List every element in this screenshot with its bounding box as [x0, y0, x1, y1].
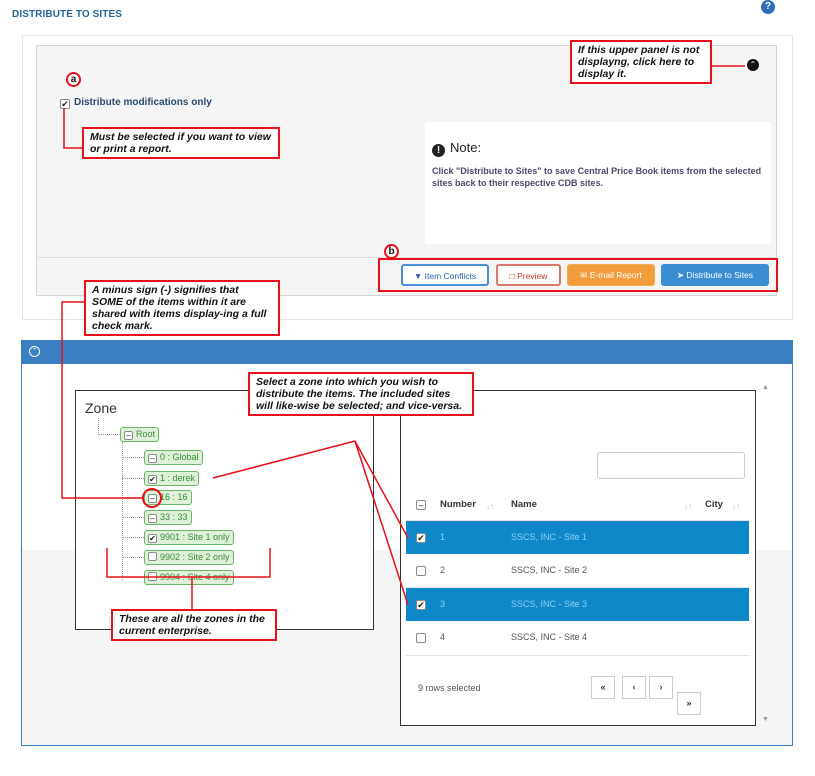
table-row[interactable]: [406, 588, 749, 621]
tree-node-0-global[interactable]: [144, 450, 203, 465]
tree-node-1-derek[interactable]: [144, 471, 199, 486]
callout-select-zone: Select a zone into which you wish to distribute the items. The included sites will like-wise be selected; and vice-versa.: [248, 372, 474, 416]
tree-node-root[interactable]: [120, 427, 159, 442]
tree-node-label: 16 : 16: [160, 492, 188, 502]
row-name: SSCS, INC - Site 4: [511, 632, 588, 642]
row-name: SSCS, INC - Site 3: [511, 599, 588, 609]
tree-connector: [98, 418, 99, 435]
tree-connector: [122, 478, 144, 479]
tree-node-16[interactable]: [144, 490, 192, 505]
tree-node-label: 1 : derek: [160, 473, 196, 483]
tree-node-label: 9902 : Site 2 only: [160, 552, 230, 562]
sort-icon[interactable]: ↓↑: [732, 502, 740, 511]
thumbs-down-icon: ▼: [413, 271, 425, 281]
tree-node-label: 33 : 33: [160, 512, 188, 522]
select-all-checkbox[interactable]: –: [416, 500, 426, 510]
tree-node-checkbox[interactable]: –: [148, 494, 157, 503]
tree-connector: [98, 434, 120, 435]
row-name: SSCS, INC - Site 2: [511, 565, 588, 575]
tree-connector: [122, 497, 144, 498]
zone-title: Zone: [85, 400, 117, 416]
tree-node-checkbox[interactable]: ✔: [149, 475, 156, 484]
scroll-up-arrow[interactable]: ▲: [762, 384, 769, 391]
tree-node-label: 9904 : Site 4 only: [160, 572, 230, 582]
row-checkbox[interactable]: [416, 566, 426, 576]
tree-connector: [122, 557, 144, 558]
search-input[interactable]: [597, 452, 745, 479]
callout-minus-sign: A minus sign (-) signifies that SOME of the items within it are shared with items display-ing a full check mark.: [84, 280, 280, 336]
marker-b: b: [384, 244, 399, 259]
paper-plane-icon: ➤: [676, 270, 687, 280]
row-number: 2: [440, 565, 446, 575]
prev-page-button[interactable]: ‹: [622, 676, 646, 699]
tree-node-33[interactable]: [144, 510, 192, 525]
lower-panel-header: [21, 340, 793, 364]
buttons-highlight-box: [378, 258, 778, 292]
callout-all-zones: These are all the zones in the current enterprise.: [111, 609, 277, 641]
table-row[interactable]: [406, 521, 749, 554]
tree-node-checkbox[interactable]: –: [124, 431, 133, 440]
next-page-button[interactable]: ›: [649, 676, 673, 699]
zone-tree-panel: [75, 390, 374, 630]
distribute-label: Distribute to Sites: [686, 270, 754, 280]
column-header-city[interactable]: City: [705, 499, 723, 510]
row-checkbox[interactable]: ✔: [417, 533, 425, 543]
tree-node-checkbox[interactable]: ✔: [149, 534, 156, 543]
tree-node-label: 9901 : Site 1 only: [160, 532, 230, 542]
callout-checkbox: Must be selected if you want to view or print a report.: [82, 127, 280, 159]
sort-icon[interactable]: ↓↑: [684, 502, 692, 511]
scroll-down-arrow[interactable]: ▼: [762, 716, 769, 723]
note-title-text: Note:: [450, 140, 482, 155]
row-divider: [406, 655, 749, 656]
preview-label: Preview: [517, 271, 548, 281]
tree-node-checkbox[interactable]: –: [148, 514, 157, 523]
collapse-circle-icon[interactable]: ⌃: [29, 346, 40, 357]
tree-node-checkbox[interactable]: [148, 572, 157, 581]
last-page-button[interactable]: »: [677, 692, 701, 715]
pdf-file-icon: □: [509, 271, 518, 281]
marker-a: a: [66, 72, 81, 87]
row-number: 3: [440, 599, 446, 609]
distribute-modifications-checkbox[interactable]: ✔: [61, 99, 69, 109]
row-checkbox[interactable]: ✔: [417, 600, 425, 610]
page-title: DISTRIBUTE TO SITES: [12, 9, 123, 20]
tree-connector: [122, 517, 144, 518]
column-header-name[interactable]: Name: [511, 499, 537, 510]
row-checkbox[interactable]: [416, 633, 426, 643]
note-text: Click "Distribute to Sites" to save Central Price Book items from the selected sites back to their respective CDB sites.: [432, 166, 762, 188]
tree-connector: [122, 442, 123, 580]
tree-connector: [122, 577, 144, 578]
tree-node-checkbox[interactable]: –: [148, 454, 157, 463]
tree-node-label: 0 : Global: [160, 452, 199, 462]
note-title: [432, 140, 481, 157]
callout-upper-panel: If this upper panel is not displayng, click here to display it.: [570, 40, 712, 84]
info-icon: !: [432, 144, 445, 157]
item-conflicts-label: Item Conflicts: [424, 271, 477, 281]
sort-icon[interactable]: ↓↑: [486, 502, 494, 511]
table-row[interactable]: [406, 621, 749, 654]
distribute-modifications-label: Distribute modifications only: [74, 97, 212, 108]
rows-selected-status: 9 rows selected: [418, 683, 481, 693]
row-number: 1: [440, 532, 446, 542]
envelope-icon: ✉: [580, 270, 590, 280]
chevron-up-icon[interactable]: ⌃: [747, 59, 759, 71]
tree-node-9902[interactable]: [144, 550, 234, 565]
row-number: 4: [440, 632, 446, 642]
email-report-label: E-mail Report: [589, 270, 642, 280]
tree-node-9904[interactable]: [144, 570, 234, 585]
row-name: SSCS, INC - Site 1: [511, 532, 588, 542]
column-header-number[interactable]: Number: [440, 499, 476, 510]
tree-connector: [122, 457, 144, 458]
first-page-button[interactable]: «: [591, 676, 615, 699]
tree-node-checkbox[interactable]: [148, 552, 157, 561]
tree-node-label: Root: [136, 429, 156, 439]
tree-node-9901[interactable]: [144, 530, 234, 545]
tree-connector: [122, 537, 144, 538]
table-row[interactable]: [406, 554, 749, 587]
help-icon[interactable]: ?: [761, 0, 775, 14]
